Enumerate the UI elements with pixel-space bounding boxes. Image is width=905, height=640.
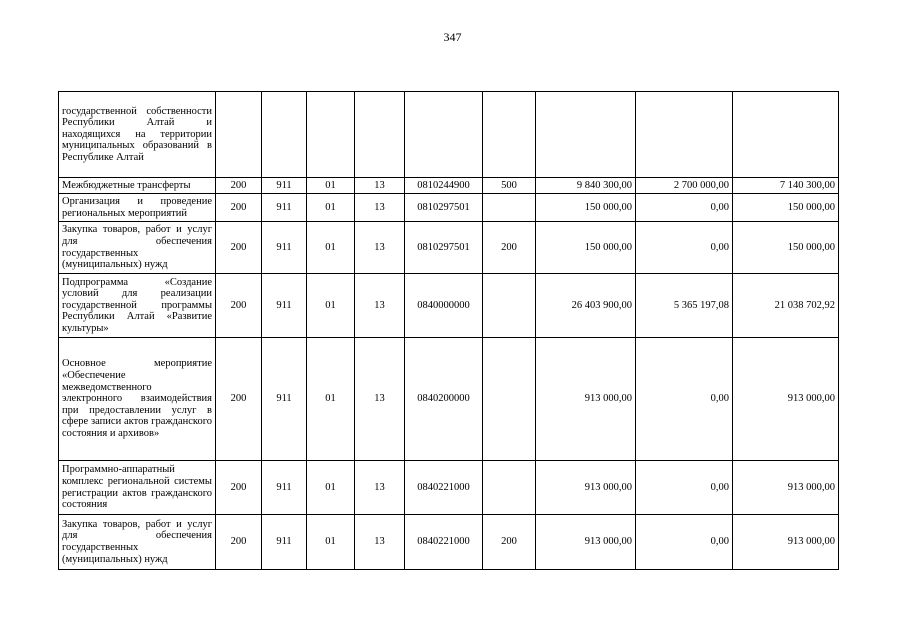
table-row — [59, 515, 839, 570]
cell-sum-2: 0,00 — [636, 461, 733, 515]
row-name: Закупка товаров, работ и услуг для обеспечения государственных (муниципальных) нужд — [59, 515, 216, 570]
cell-section: 01 — [307, 338, 355, 461]
cell-sum-2 — [636, 92, 733, 178]
cell-target-article: 0840000000 — [405, 274, 483, 338]
cell-ministry — [216, 92, 262, 178]
cell-expense-type: 200 — [483, 222, 536, 274]
cell-target-article — [405, 92, 483, 178]
cell-ministry: 200 — [216, 194, 262, 222]
cell-sum-2: 5 365 197,08 — [636, 274, 733, 338]
cell-target-article: 0810297501 — [405, 194, 483, 222]
cell-section — [307, 92, 355, 178]
cell-sum-3: 150 000,00 — [733, 222, 839, 274]
cell-target-article: 0810244900 — [405, 178, 483, 194]
cell-budget-code — [262, 92, 307, 178]
cell-budget-code: 911 — [262, 461, 307, 515]
cell-sum-2: 0,00 — [636, 194, 733, 222]
cell-total: 913 000,00 — [536, 515, 636, 570]
row-name: Подпрограмма «Создание условий для реализации государственной программы Республики Алтай «Развитие культуры» — [59, 274, 216, 338]
cell-budget-code: 911 — [262, 222, 307, 274]
cell-ministry: 200 — [216, 338, 262, 461]
cell-section: 01 — [307, 178, 355, 194]
cell-expense-type — [483, 92, 536, 178]
cell-sum-3 — [733, 92, 839, 178]
cell-subsection: 13 — [355, 338, 405, 461]
cell-subsection: 13 — [355, 178, 405, 194]
cell-section: 01 — [307, 274, 355, 338]
cell-budget-code: 911 — [262, 338, 307, 461]
cell-sum-3: 913 000,00 — [733, 338, 839, 461]
cell-subsection: 13 — [355, 194, 405, 222]
cell-target-article: 0810297501 — [405, 222, 483, 274]
row-name: Закупка товаров, работ и услуг для обеспечения государственных (муниципальных) нужд — [59, 222, 216, 274]
page-number: 347 — [443, 30, 462, 44]
cell-sum-3: 913 000,00 — [733, 515, 839, 570]
cell-sum-2: 0,00 — [636, 338, 733, 461]
cell-budget-code: 911 — [262, 194, 307, 222]
cell-subsection: 13 — [355, 274, 405, 338]
table-row — [59, 194, 839, 222]
table-row — [59, 338, 839, 461]
cell-expense-type: 200 — [483, 515, 536, 570]
cell-total: 26 403 900,00 — [536, 274, 636, 338]
row-name: государственной собственности Республики Алтай и находящихся на территории муниципальных образований в Республике Алтай — [59, 92, 216, 178]
cell-sum-3: 913 000,00 — [733, 461, 839, 515]
cell-expense-type — [483, 194, 536, 222]
cell-ministry: 200 — [216, 461, 262, 515]
cell-total: 913 000,00 — [536, 338, 636, 461]
cell-total — [536, 92, 636, 178]
table-row — [59, 92, 839, 178]
row-name: Организация и проведение региональных мероприятий — [59, 194, 216, 222]
cell-target-article: 0840221000 — [405, 515, 483, 570]
cell-sum-3: 21 038 702,92 — [733, 274, 839, 338]
cell-subsection: 13 — [355, 515, 405, 570]
cell-ministry: 200 — [216, 515, 262, 570]
cell-ministry: 200 — [216, 222, 262, 274]
row-name: Межбюджетные трансферты — [59, 178, 216, 194]
cell-total: 150 000,00 — [536, 222, 636, 274]
row-name: Программно-аппаратный комплекс региональной системы регистрации актов гражданского состояния — [59, 461, 216, 515]
table-row — [59, 178, 839, 194]
cell-budget-code: 911 — [262, 515, 307, 570]
cell-ministry: 200 — [216, 274, 262, 338]
row-name: Основное мероприятие «Обеспечение межведомственного электронного взаимодействия при предоставлении услуг в сфере записи актов гражданского состояния и архивов» — [59, 338, 216, 461]
cell-subsection — [355, 92, 405, 178]
cell-sum-2: 2 700 000,00 — [636, 178, 733, 194]
budget-table-body — [59, 92, 839, 570]
cell-sum-3: 150 000,00 — [733, 194, 839, 222]
cell-subsection: 13 — [355, 222, 405, 274]
cell-sum-3: 7 140 300,00 — [733, 178, 839, 194]
cell-budget-code: 911 — [262, 178, 307, 194]
cell-expense-type — [483, 461, 536, 515]
cell-total: 150 000,00 — [536, 194, 636, 222]
cell-target-article: 0840221000 — [405, 461, 483, 515]
cell-total: 9 840 300,00 — [536, 178, 636, 194]
budget-table — [58, 91, 839, 570]
table-row — [59, 461, 839, 515]
cell-expense-type — [483, 274, 536, 338]
cell-section: 01 — [307, 515, 355, 570]
cell-section: 01 — [307, 461, 355, 515]
cell-target-article: 0840200000 — [405, 338, 483, 461]
cell-budget-code: 911 — [262, 274, 307, 338]
cell-expense-type: 500 — [483, 178, 536, 194]
cell-section: 01 — [307, 194, 355, 222]
cell-section: 01 — [307, 222, 355, 274]
cell-sum-2: 0,00 — [636, 515, 733, 570]
table-row — [59, 274, 839, 338]
cell-total: 913 000,00 — [536, 461, 636, 515]
cell-subsection: 13 — [355, 461, 405, 515]
table-row — [59, 222, 839, 274]
cell-ministry: 200 — [216, 178, 262, 194]
cell-expense-type — [483, 338, 536, 461]
cell-sum-2: 0,00 — [636, 222, 733, 274]
